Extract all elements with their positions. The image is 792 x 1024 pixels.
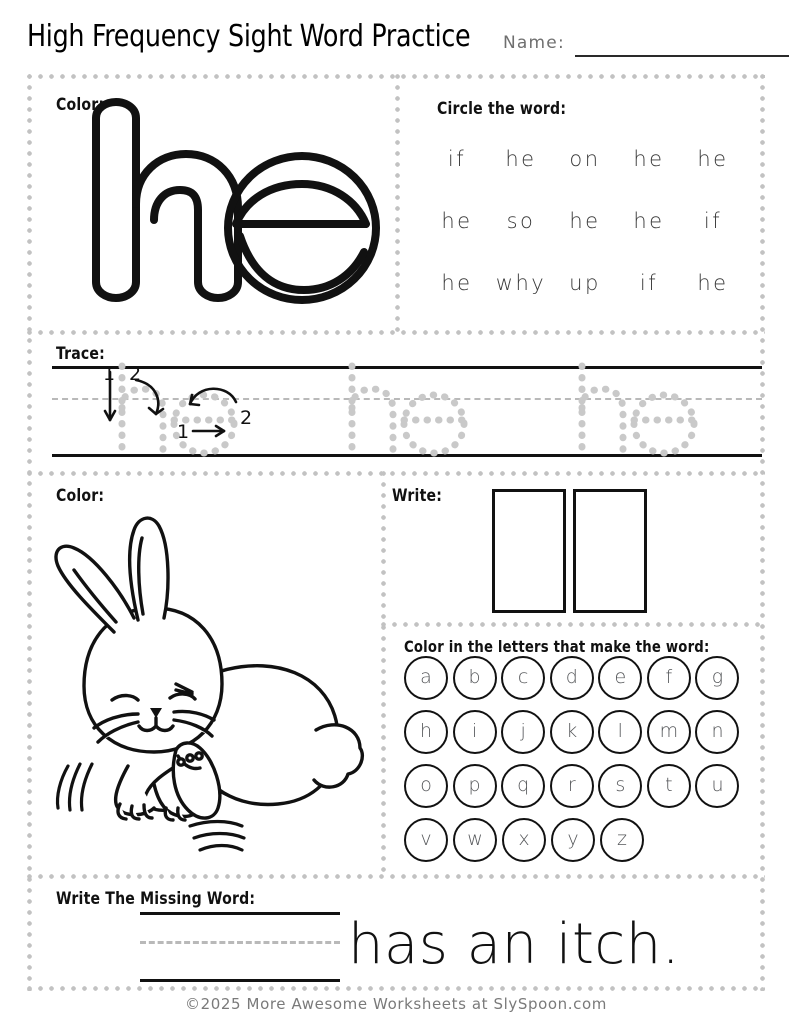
circle-word-row — [425, 128, 745, 190]
letter: u — [711, 773, 724, 796]
divider-row2-bottom — [27, 471, 765, 476]
letter: s — [615, 773, 626, 796]
letter: h — [419, 719, 433, 742]
letter-circle[interactable] — [404, 818, 448, 862]
letter-circle[interactable] — [647, 764, 691, 808]
bubble-word-he — [60, 96, 380, 311]
alphabet-grid — [404, 656, 744, 872]
letter-circle[interactable] — [551, 818, 595, 862]
alphabet-cell[interactable] — [404, 764, 452, 810]
circle-word-option[interactable]: why — [495, 271, 547, 295]
circle-word-option[interactable]: he — [697, 147, 729, 171]
letter-circle[interactable] — [695, 710, 739, 754]
frame-left-border — [27, 74, 32, 991]
circle-word-option[interactable]: he — [441, 209, 473, 233]
circle-the-word-grid — [425, 128, 745, 314]
circle-word-row — [425, 190, 745, 252]
circle-word-option[interactable]: up — [569, 271, 601, 295]
circle-word-row — [425, 252, 745, 314]
sentence-text: has an itch. — [348, 912, 680, 977]
letter: l — [617, 719, 623, 742]
missing-word-baseline-rule — [140, 979, 340, 982]
alphabet-cell[interactable] — [647, 764, 695, 810]
alphabet-cell[interactable] — [598, 764, 646, 810]
letter: b — [468, 665, 481, 688]
alphabet-cell[interactable] — [647, 710, 695, 756]
stroke-number: 2 — [129, 363, 142, 385]
alphabet-cell[interactable] — [695, 710, 743, 756]
frame-right-border — [760, 74, 765, 991]
write-label: Write: — [392, 486, 443, 506]
circle-word-option[interactable]: if — [639, 271, 659, 295]
alphabet-row — [404, 764, 744, 814]
alphabet-cell[interactable] — [453, 656, 501, 702]
letter: w — [467, 827, 483, 850]
letter: r — [567, 773, 576, 796]
divider-write-alphabet — [381, 622, 765, 627]
letter-circle[interactable] — [501, 656, 545, 700]
letter: k — [566, 719, 578, 742]
letter: y — [567, 827, 579, 850]
circle-word-option[interactable]: he — [569, 209, 601, 233]
letter: g — [711, 665, 724, 688]
write-box[interactable] — [492, 489, 566, 613]
alphabet-cell[interactable] — [647, 656, 695, 702]
letter-circle[interactable] — [501, 764, 545, 808]
circle-word-option[interactable]: he — [441, 271, 473, 295]
alphabet-cell[interactable] — [551, 818, 599, 864]
frame-bottom-border — [27, 986, 765, 991]
letter-circle[interactable] — [404, 764, 448, 808]
letter-circle[interactable] — [453, 710, 497, 754]
missing-word-label: Write The Missing Word: — [56, 889, 256, 909]
letter-circle[interactable] — [598, 710, 642, 754]
circle-word-option[interactable]: on — [569, 147, 601, 171]
alphabet-cell[interactable] — [550, 656, 598, 702]
alphabet-cell[interactable] — [404, 818, 452, 864]
trace-word-row — [52, 362, 762, 462]
alphabet-cell[interactable] — [598, 710, 646, 756]
letter-circle[interactable] — [404, 710, 448, 754]
letter: c — [517, 665, 529, 688]
letter: j — [520, 719, 526, 742]
color-word-label: Color: — [56, 95, 105, 115]
alphabet-cell[interactable] — [453, 764, 501, 810]
alphabet-cell[interactable] — [550, 710, 598, 756]
trace-label: Trace: — [56, 344, 105, 364]
circle-word-option[interactable]: if — [447, 147, 467, 171]
alphabet-cell[interactable] — [404, 710, 452, 756]
circle-word-option[interactable]: if — [703, 209, 723, 233]
letter-circle[interactable] — [453, 764, 497, 808]
letter: e — [614, 665, 627, 688]
divider-row3-middle — [381, 471, 386, 878]
name-label: Name: — [503, 33, 565, 53]
circle-word-option[interactable]: so — [506, 209, 536, 233]
alphabet-cell[interactable] — [501, 764, 549, 810]
letter-circle[interactable] — [647, 656, 691, 700]
alphabet-cell[interactable] — [695, 656, 743, 702]
letter-circle[interactable] — [550, 764, 594, 808]
circle-word-option[interactable]: he — [505, 147, 537, 171]
alphabet-label: Color in the letters that make the word: — [404, 637, 710, 656]
letter: m — [659, 719, 679, 742]
divider-row1-middle — [395, 74, 400, 334]
letter-circle[interactable] — [550, 710, 594, 754]
letter: t — [665, 773, 673, 796]
letter: q — [517, 773, 530, 796]
alphabet-cell[interactable] — [453, 818, 501, 864]
letter-circle[interactable] — [501, 710, 545, 754]
letter-circle[interactable] — [647, 710, 691, 754]
letter-circle[interactable] — [453, 656, 497, 700]
divider-row3-bottom — [27, 874, 765, 879]
letter: n — [711, 719, 724, 742]
color-picture-label: Color: — [56, 486, 105, 506]
missing-word-top-rule — [140, 912, 340, 915]
letter: o — [420, 773, 432, 796]
letter: v — [420, 827, 432, 850]
stroke-number: 1 — [177, 421, 190, 443]
circle-word-option[interactable]: he — [697, 271, 729, 295]
alphabet-cell[interactable] — [695, 764, 743, 810]
alphabet-cell[interactable] — [501, 656, 549, 702]
letter: z — [617, 827, 627, 850]
alphabet-cell[interactable] — [598, 656, 646, 702]
letter-circle[interactable] — [453, 818, 497, 862]
alphabet-row — [404, 818, 744, 868]
circle-word-option[interactable]: he — [633, 147, 665, 171]
letter-circle[interactable] — [502, 818, 546, 862]
letter-circle[interactable] — [695, 764, 739, 808]
alphabet-row — [404, 656, 744, 706]
bunny-illustration — [42, 508, 372, 858]
page-title: High Frequency Sight Word Practice — [27, 19, 471, 54]
letter-circle[interactable] — [600, 818, 644, 862]
letter: d — [565, 665, 578, 688]
alphabet-row — [404, 710, 744, 760]
letter-circle[interactable] — [550, 656, 594, 700]
alphabet-cell[interactable] — [453, 710, 501, 756]
letter: p — [468, 773, 481, 796]
write-box[interactable] — [573, 489, 647, 613]
letter-circle[interactable] — [598, 656, 642, 700]
alphabet-cell[interactable] — [502, 818, 550, 864]
worksheet-header — [27, 18, 765, 64]
letter-circle[interactable] — [404, 656, 448, 700]
circle-word-option[interactable]: he — [633, 209, 665, 233]
letter-circle[interactable] — [598, 764, 642, 808]
missing-word-dashed-rule[interactable] — [140, 941, 340, 944]
stroke-number: 1 — [103, 363, 116, 385]
letter: i — [471, 719, 478, 742]
letter: f — [665, 665, 673, 688]
letter: a — [420, 665, 432, 688]
alphabet-cell[interactable] — [600, 818, 648, 864]
letter-circle[interactable] — [695, 656, 739, 700]
stroke-number: 2 — [240, 407, 253, 429]
footer-credit: ©2025 More Awesome Worksheets at SlySpoon.com — [185, 995, 607, 1013]
circle-word-label: Circle the word: — [437, 99, 567, 119]
alphabet-cell[interactable] — [501, 710, 549, 756]
name-input-line[interactable] — [575, 55, 789, 57]
letter: x — [518, 827, 530, 850]
alphabet-cell[interactable] — [550, 764, 598, 810]
alphabet-cell[interactable] — [404, 656, 452, 702]
trace-area[interactable] — [52, 362, 762, 462]
